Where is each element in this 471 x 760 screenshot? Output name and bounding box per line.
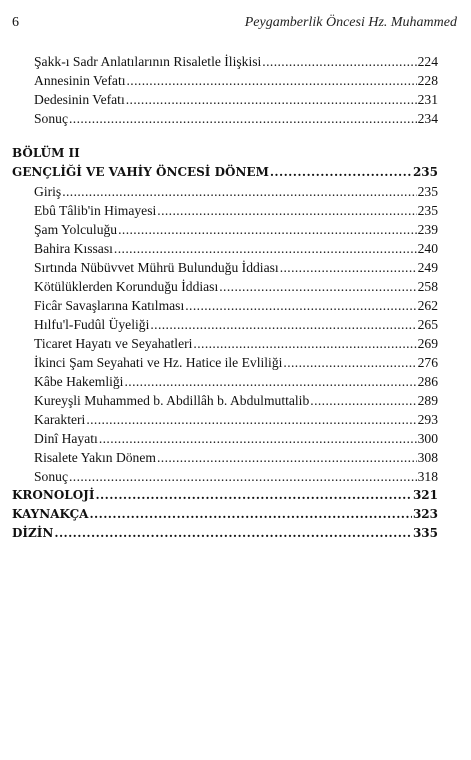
dot-leader — [157, 201, 416, 220]
dot-leader — [118, 220, 417, 239]
toc-entry — [12, 391, 438, 410]
toc-entry — [12, 334, 438, 353]
toc-entry-index — [12, 524, 438, 543]
toc-top-section — [12, 52, 438, 128]
dot-leader — [54, 524, 412, 543]
toc-entry-page: 300 — [417, 431, 438, 446]
toc-entry — [12, 410, 438, 429]
dot-leader — [69, 109, 417, 128]
dot-leader — [95, 486, 411, 505]
toc-entry-title: Annesinin Vefatı — [34, 73, 126, 88]
toc-entry-page: 249 — [417, 260, 438, 275]
dot-leader — [185, 296, 416, 315]
toc-entry — [12, 429, 438, 448]
part-title-entry — [12, 163, 438, 182]
toc-entry-page: 321 — [412, 488, 438, 502]
toc-entry-title: Dinî Hayatı — [34, 431, 98, 446]
toc-entry-page: 258 — [417, 279, 438, 294]
dot-leader — [262, 52, 416, 71]
toc-entry-title: Giriş — [34, 184, 62, 199]
dot-leader — [193, 334, 416, 353]
toc-entry — [12, 109, 438, 128]
dot-leader — [150, 315, 416, 334]
toc-entry-page: 262 — [417, 298, 438, 313]
toc-entry-title: Sırtında Nübüvvet Mührü Bulunduğu İddiası — [34, 260, 279, 275]
toc-entry-title: Sonuç — [34, 111, 68, 126]
toc-entry-page: 228 — [417, 73, 438, 88]
dot-leader — [283, 353, 416, 372]
toc-entry — [12, 353, 438, 372]
toc-entry-title: Hılfu'l-Fudûl Üyeliği — [34, 317, 150, 332]
part-title-page: 235 — [412, 165, 438, 179]
toc-entry-page: 234 — [417, 111, 438, 126]
toc-entry-title: Ticaret Hayatı ve Seyahatleri — [34, 336, 193, 351]
dot-leader — [62, 182, 416, 201]
toc-entry-page: 235 — [417, 203, 438, 218]
toc-entry — [12, 372, 438, 391]
dot-leader — [310, 391, 416, 410]
toc-entry-title: Ebû Tâlib'in Himayesi — [34, 203, 157, 218]
toc-entry — [12, 90, 438, 109]
toc-entry-page: 231 — [417, 92, 438, 107]
toc-entry-title: KRONOLOJİ — [12, 488, 95, 502]
toc-entry-page: 239 — [417, 222, 438, 237]
toc-entry — [12, 467, 438, 486]
toc-entry — [12, 239, 438, 258]
dot-leader — [114, 239, 417, 258]
toc-entry — [12, 258, 438, 277]
toc-entry-page: 269 — [417, 336, 438, 351]
toc-entry-title: Sonuç — [34, 469, 68, 484]
page-number: 6 — [12, 15, 19, 30]
toc-entry-page: 235 — [417, 184, 438, 199]
toc-entry-page: 286 — [417, 374, 438, 389]
toc-entry — [12, 52, 438, 71]
toc-entry — [12, 448, 438, 467]
toc-entry-page: 318 — [417, 469, 438, 484]
running-title: Peygamberlik Öncesi Hz. Muhammed — [244, 15, 457, 30]
dot-leader — [219, 277, 416, 296]
toc-entry — [12, 220, 438, 239]
toc-entry-title: Şakk-ı Sadr Anlatılarının Risaletle İlişkisi — [34, 54, 262, 69]
toc-end-section — [12, 486, 438, 543]
toc-entry — [12, 182, 438, 201]
dot-leader — [157, 448, 417, 467]
toc-entry-page: 335 — [412, 526, 438, 540]
dot-leader — [89, 505, 411, 524]
toc-entry-page: 323 — [412, 507, 438, 521]
toc-entry-title: Risalete Yakın Dönem — [34, 450, 156, 465]
toc-entry-title: Bahira Kıssası — [34, 241, 113, 256]
toc-entry-title: DİZİN — [12, 526, 54, 540]
toc-entry-page: 240 — [417, 241, 438, 256]
toc-entry-page: 293 — [417, 412, 438, 427]
dot-leader — [69, 467, 417, 486]
toc-entry-title: Karakteri — [34, 412, 86, 427]
dot-leader — [270, 163, 412, 182]
toc-entry-title: Kötülüklerden Korunduğu İddiası — [34, 279, 219, 294]
page-header — [12, 14, 457, 32]
toc-entry-title: Ficâr Savaşlarına Katılması — [34, 298, 185, 313]
toc-entry-page: 308 — [417, 450, 438, 465]
toc-entry-bibliography — [12, 505, 438, 524]
toc-entry-page: 276 — [417, 355, 438, 370]
toc-entry-title: Kâbe Hakemliği — [34, 374, 124, 389]
toc-entry — [12, 277, 438, 296]
dot-leader — [86, 410, 416, 429]
toc-entry — [12, 315, 438, 334]
toc-part-section — [12, 144, 438, 486]
toc-entry-chronology — [12, 486, 438, 505]
dot-leader — [99, 429, 417, 448]
dot-leader — [126, 90, 417, 109]
part-label: BÖLÜM II — [12, 146, 80, 160]
dot-leader — [124, 372, 416, 391]
toc-entry-title: İkinci Şam Seyahati ve Hz. Hatice ile Evliliği — [34, 355, 283, 370]
dot-leader — [127, 71, 417, 90]
toc-entry — [12, 71, 438, 90]
toc-entry-page: 224 — [417, 54, 438, 69]
toc-entry — [12, 296, 438, 315]
toc-entry-title: Kureyşli Muhammed b. Abdillâh b. Abdulmuttalib — [34, 393, 310, 408]
toc-entry-title: KAYNAKÇA — [12, 507, 89, 521]
toc-entry-page: 289 — [417, 393, 438, 408]
dot-leader — [280, 258, 417, 277]
part-title: GENÇLİĞİ VE VAHİY ÖNCESİ DÖNEM — [12, 165, 269, 179]
toc-entry-page: 265 — [417, 317, 438, 332]
toc-entry — [12, 201, 438, 220]
toc-entry-title: Şam Yolculuğu — [34, 222, 118, 237]
toc-entry-title: Dedesinin Vefatı — [34, 92, 125, 107]
